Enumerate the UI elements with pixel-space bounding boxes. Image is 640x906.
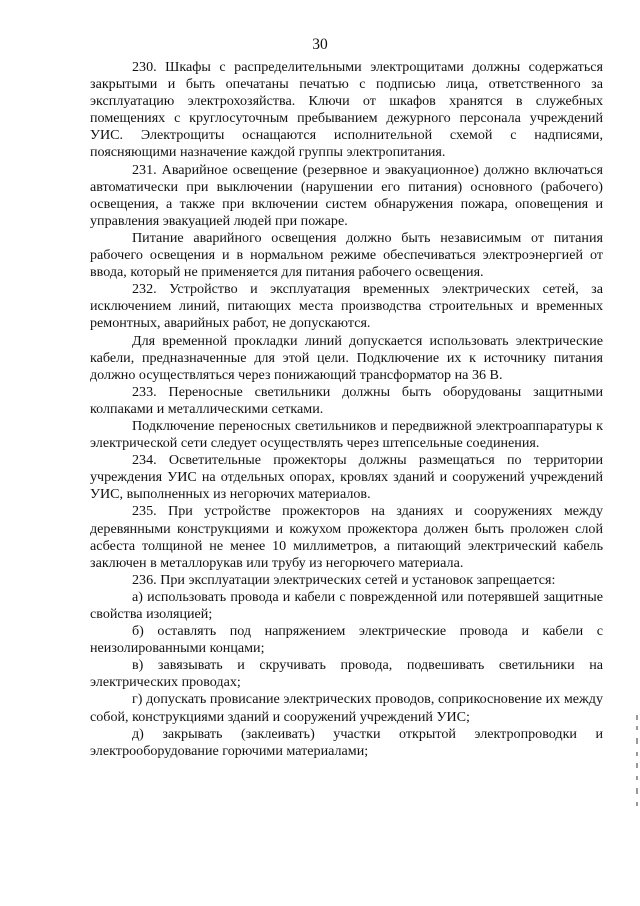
paragraph-233: 233. Переносные светильники должны быть оборудованы защитными колпаками и металлическими сетками. [90, 383, 603, 417]
paragraph-temporary-cabling: Для временной прокладки линий допускается использовать электрические кабели, предназначенные для этой цели. Подключение их к источнику питания должно осуществляться через понижающий трансформатор на 36 В. [90, 332, 603, 383]
paragraph-234: 234. Осветительные прожекторы должны размещаться по территории учреждения УИС на отдельных опорах, кровлях зданий и сооружений учреждений УИС, выполненных из негорючих материалов. [90, 452, 603, 503]
list-item-b: б) оставлять под напряжением электрические провода и кабели с неизолированными концами; [90, 623, 603, 657]
document-body [90, 59, 603, 760]
scan-edge-mark [636, 776, 638, 780]
scan-edge-mark [636, 752, 638, 756]
paragraph-230: 230. Шкафы с распределительными электрощитами должны содержаться закрытыми и быть опечатаны печатью с подписью лица, ответственного за эксплуатацию электрохозяйства. Ключи от шкафов хранятся в служебных помещениях с круглосуточным пребыванием дежурного персонала учреждений УИС. Электрощиты оснащаются исполнительной схемой с надписями, поясняющими назначение каждой группы электропитания. [90, 59, 603, 161]
list-item-d: д) закрывать (заклеивать) участки открытой электропроводки и электрооборудование горючими материалами; [90, 725, 603, 759]
paragraph-emergency-lighting-power: Питание аварийного освещения должно быть независимым от питания рабочего освещения и в нормальном режиме обеспечиваться электроэнергией от ввода, который не применяется для питания рабочего освещения. [90, 229, 603, 281]
list-item-a: а) использовать провода и кабели с поврежденной или потерявшей защитные свойства изоляцией; [90, 588, 603, 622]
scan-edge-mark [636, 726, 638, 730]
scan-edge-mark [636, 715, 638, 720]
paragraph-portable-lamp-connection: Подключение переносных светильников и передвижной электроаппаратуры к электрической сети следует осуществлять через штепсельные соединения. [90, 417, 603, 452]
list-item-g: г) допускать провисание электрических проводов, соприкосновение их между собой, конструкциями зданий и сооружений учреждений УИС; [90, 691, 603, 725]
paragraph-231: 231. Аварийное освещение (резервное и эвакуационное) должно включаться автоматически при выключении (нарушении его питания) основного (рабочего) освещения, а также при включении систем обнаружения пожара, оповещения и управления эвакуацией людей при пожаре. [90, 161, 603, 229]
scan-edge-mark [636, 802, 638, 806]
paragraph-236: 236. При эксплуатации электрических сетей и установок запрещается: [132, 571, 556, 588]
paragraph-232: 232. Устройство и эксплуатация временных электрических сетей, за исключением линий, питающих места производства строительных и временных ремонтных, аварийных работ, не допускаются. [90, 281, 603, 332]
scan-edge-mark [636, 738, 638, 744]
paragraph-235: 235. При устройстве прожекторов на зданиях и сооружениях между деревянными конструкциями и кожухом прожектора должен быть проложен слой асбеста толщиной не менее 10 миллиметров, а питающий электрический кабель заключен в металлорукав или трубу из негорючего материала. [90, 503, 603, 571]
scan-edge-mark [636, 788, 638, 794]
page-number: 30 [312, 36, 328, 53]
scan-edge-mark [636, 763, 638, 768]
list-item-v: в) завязывать и скручивать провода, подвешивать светильники на электрических проводах; [90, 657, 603, 691]
